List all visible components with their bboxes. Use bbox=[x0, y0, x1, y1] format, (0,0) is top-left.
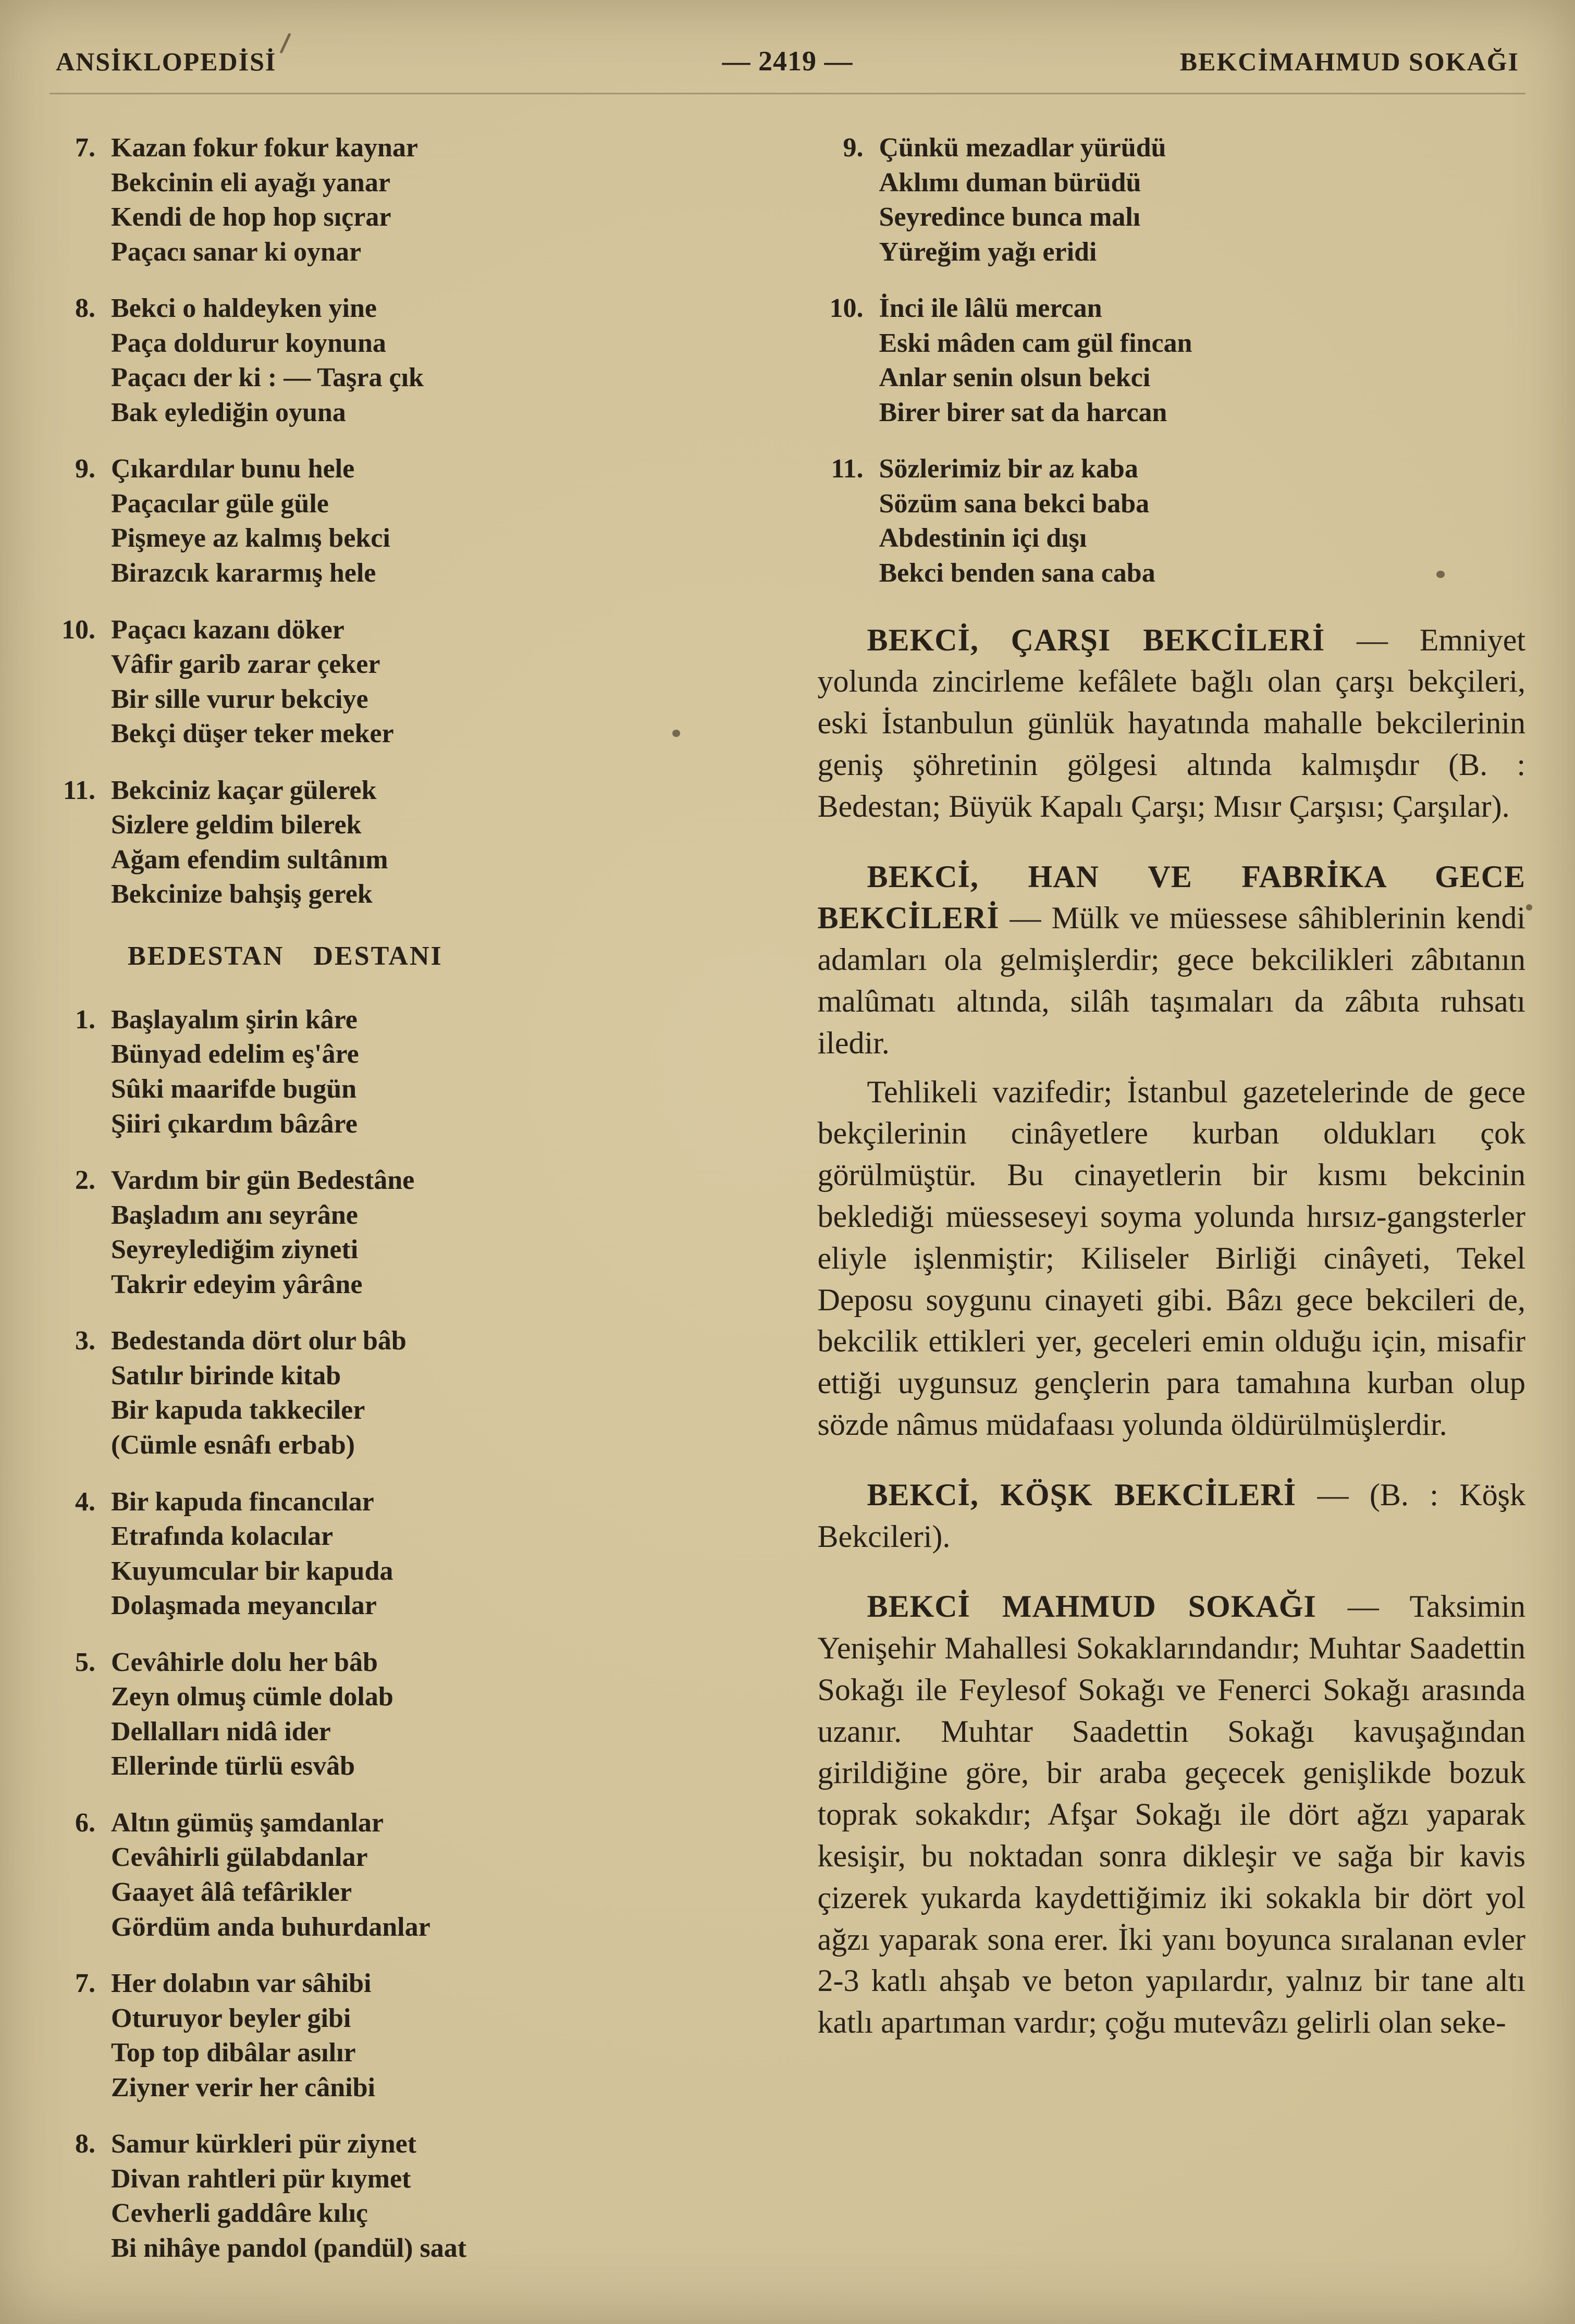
encyclopedia-article bbox=[818, 620, 1526, 828]
poem-stanza-group-right bbox=[818, 131, 1526, 591]
article-lead-text: — (B. : Köşk Bekcileri). bbox=[817, 1477, 1526, 1554]
poem-line: Bünyad edelim eş'âre bbox=[111, 1039, 359, 1069]
poem-line: İnci ile lâlü mercan bbox=[879, 293, 1102, 324]
poem-line: Paçacı kazanı döker bbox=[111, 614, 344, 645]
poem-line: Bekcinin eli ayağı yanar bbox=[111, 167, 390, 198]
article-heading: BEKCİ, HAN VE FABRİKA GECE BEKCİLERİ bbox=[817, 859, 1525, 936]
poem-line: Seyreylediğim ziyneti bbox=[111, 1235, 359, 1265]
stanza-number: 10. bbox=[61, 614, 95, 645]
poem-stanza bbox=[50, 1485, 758, 1624]
poem-line: Dolaşmada meyancılar bbox=[111, 1591, 377, 1621]
article-lead-paragraph bbox=[818, 1586, 1526, 2044]
stanza-number: 4. bbox=[75, 1486, 95, 1517]
poem-line: Birer birer sat da harcan bbox=[879, 397, 1167, 427]
poem-line: Birazcık kararmış hele bbox=[111, 558, 376, 588]
stanza-lines bbox=[111, 1645, 758, 1784]
stanza-lines bbox=[111, 1163, 758, 1302]
header-page-number: — 2419 — bbox=[722, 45, 853, 77]
poem-stanza bbox=[818, 452, 1526, 591]
stanza-number: 7. bbox=[75, 133, 95, 163]
encyclopedia-articles bbox=[818, 620, 1526, 2044]
article-lead-paragraph bbox=[818, 620, 1526, 828]
stanza-number: 8. bbox=[75, 2129, 95, 2159]
stanza-lines bbox=[111, 1485, 758, 1624]
poem-line: Cevâhirli gülabdanlar bbox=[111, 1842, 368, 1873]
poem-line: Çıkardılar bunu hele bbox=[111, 454, 355, 484]
article-lead-text: — Taksimin Yenişehir Mahallesi Sokaklarındandır; Muhtar Saadettin Sokağı ile Feylesof Sokağı ve Fenerci Sokağı arasında uzanır. Muhtar Saadettin Sokağı kavuşağından girildiğine göre, bir araba geçecek genişlikde bozuk toprak sokakdır; Afşar Sokağı ile dört ağzı yaparak kesişir, bu noktadan sonra dikleşir ve sağa bir kavis çizerek yukarda kaydettiğimiz iki sokakla bir dört yol ağzı yaparak sona erer. İki yanı boyunca sıralanan evler 2-3 katlı ahşab ve beton yapılardır, yalnız bir tane altı katlı apartıman vardır; çoğu mutevâzı gelirli olan seke- bbox=[817, 1589, 1525, 2040]
poem-line: Ellerinde türlü esvâb bbox=[111, 1751, 355, 1781]
poem-line: Ziyner verir her cânibi bbox=[111, 2072, 375, 2102]
poem-line: Seyredince bunca malı bbox=[879, 202, 1141, 232]
right-column bbox=[818, 131, 1526, 2288]
poem-line: Her dolabın var sâhibi bbox=[111, 1969, 372, 1999]
poem-line: Satılır birinde kitab bbox=[111, 1360, 341, 1391]
article-lead-text: — Mülk ve müessese sâhiblerinin kendi adamları ola gelmişlerdir; gece bekcilikleri zâbıtanın malûmatı altında, silâh taşımaları da zâbıta ruhsatı iledir. bbox=[817, 901, 1526, 1060]
poem-line: Bir kapuda takkeciler bbox=[111, 1395, 365, 1425]
poem-line: Aklımı duman bürüdü bbox=[879, 167, 1141, 198]
header-book-title: ANSİKLOPEDİSİ bbox=[56, 47, 277, 76]
stanza-number: 2. bbox=[75, 1165, 95, 1196]
poem-line: Bak eylediğin oyuna bbox=[111, 397, 346, 427]
poem-stanza bbox=[50, 1003, 758, 1141]
poem-line: Anlar senin olsun bekci bbox=[879, 363, 1151, 393]
poem-stanza bbox=[50, 2127, 758, 2266]
section-heading-bedestan-destani: BEDESTAN DESTANI bbox=[128, 941, 443, 971]
encyclopedia-article bbox=[818, 1474, 1526, 1558]
left-column bbox=[50, 131, 758, 2288]
stanza-lines bbox=[111, 2127, 758, 2266]
poem-line: Bekçi düşer teker meker bbox=[111, 719, 394, 749]
article-lead-paragraph bbox=[818, 856, 1526, 1064]
poem-line: Yüreğim yağı eridi bbox=[879, 237, 1097, 267]
stanza-lines bbox=[111, 1966, 758, 2105]
poem-stanza bbox=[50, 1163, 758, 1302]
poem-line: Cevherli gaddâre kılıç bbox=[111, 2198, 368, 2229]
poem-line: Pişmeye az kalmış bekci bbox=[111, 523, 390, 554]
poem-line: Bekcinize bahşiş gerek bbox=[111, 879, 373, 909]
poem-line: Eski mâden cam gül fincan bbox=[879, 328, 1192, 358]
poem-line: Çünkü mezadlar yürüdü bbox=[879, 133, 1166, 163]
poem-line: Şiiri çıkardım bâzâre bbox=[111, 1109, 358, 1139]
stanza-number: 8. bbox=[75, 293, 95, 324]
poem-line: Sûki maarifde bugün bbox=[111, 1074, 357, 1104]
poem-line: Gördüm anda buhurdanlar bbox=[111, 1912, 430, 1942]
stanza-lines bbox=[111, 452, 758, 591]
poem-stanza bbox=[50, 613, 758, 752]
poem-line: Etrafında kolacılar bbox=[111, 1521, 334, 1552]
poem-line: Başlayalım şirin kâre bbox=[111, 1004, 358, 1035]
encyclopedia-article bbox=[818, 1586, 1526, 2044]
poem-line: Ağam efendim sultânım bbox=[111, 844, 388, 875]
stanza-number: 9. bbox=[843, 133, 864, 163]
article-lead-text: — Emniyet yolunda zincirleme kefâlete bağlı olan çarşı bekçileri, eski İstanbulun günlük hayatında mahalle bekcilerinin geniş şöhretinin gölgesi altında kalmışdır (B. : Bedestan; Büyük Kapalı Çarşı; Mısır Çarşısı; Çarşılar). bbox=[817, 622, 1525, 823]
poem-stanza bbox=[50, 1645, 758, 1784]
stanza-number: 11. bbox=[63, 775, 95, 805]
poem-line: Abdestinin içi dışı bbox=[879, 523, 1087, 554]
poem-line: Kuyumcular bir kapuda bbox=[111, 1556, 393, 1586]
stanza-lines bbox=[879, 291, 1526, 430]
poem-line: Bekci o haldeyken yine bbox=[111, 293, 377, 324]
article-heading: BEKCİ, ÇARŞI BEKCİLERİ bbox=[867, 622, 1325, 657]
poem-line: Top top dibâlar asılır bbox=[111, 2038, 356, 2068]
poem-stanza bbox=[50, 452, 758, 591]
poem-stanza bbox=[50, 131, 758, 269]
poem-line: Sizlere geldim bilerek bbox=[111, 810, 362, 840]
poem-line: Zeyn olmuş cümle dolab bbox=[111, 1682, 393, 1712]
poem-stanza bbox=[50, 1806, 758, 1945]
poem-line: Sözlerimiz bir az kaba bbox=[879, 454, 1138, 484]
poem-line: Takrir edeyim yârâne bbox=[111, 1269, 363, 1299]
stanza-number: 11. bbox=[831, 454, 864, 484]
poem-stanza bbox=[50, 773, 758, 912]
stanza-lines bbox=[111, 291, 758, 430]
page-header bbox=[50, 42, 1525, 94]
stanza-number: 7. bbox=[75, 1969, 95, 1999]
poem-stanza-group-top bbox=[50, 131, 758, 912]
header-article-title: BEKCİMAHMUD SOKAĞI bbox=[1179, 47, 1519, 76]
stanza-number: 5. bbox=[75, 1647, 95, 1677]
stanza-lines bbox=[111, 1324, 758, 1462]
stanza-number: 1. bbox=[75, 1004, 95, 1035]
stanza-number: 6. bbox=[75, 1807, 95, 1838]
poem-line: Dellalları nidâ ider bbox=[111, 1716, 331, 1747]
stanza-number: 10. bbox=[829, 293, 864, 324]
poem-stanza bbox=[818, 131, 1526, 269]
poem-line: Kendi de hop hop sıçrar bbox=[111, 202, 391, 232]
poem-line: Sözüm sana bekci baba bbox=[879, 488, 1150, 519]
poem-stanza bbox=[50, 1324, 758, 1462]
poem-line: Paçacılar güle güle bbox=[111, 488, 329, 519]
poem-line: Bedestanda dört olur bâb bbox=[111, 1326, 407, 1356]
poem-line: Bir kapuda fincancılar bbox=[111, 1486, 374, 1517]
poem-stanza-group-bedestan bbox=[50, 1003, 758, 2266]
poem-stanza bbox=[50, 291, 758, 430]
stanza-lines bbox=[111, 1003, 758, 1141]
poem-line: Bi nihâye pandol (pandül) saat bbox=[111, 2233, 467, 2263]
poem-line: Başladım anı seyrâne bbox=[111, 1200, 358, 1230]
stanza-lines bbox=[111, 131, 758, 269]
poem-line: Altın gümüş şamdanlar bbox=[111, 1807, 384, 1838]
poem-line: Vâfir garib zarar çeker bbox=[111, 649, 380, 680]
poem-line: Vardım bir gün Bedestâne bbox=[111, 1165, 415, 1196]
article-heading: BEKCİ MAHMUD SOKAĞI bbox=[867, 1589, 1316, 1624]
poem-line: Kazan fokur fokur kaynar bbox=[111, 133, 418, 163]
poem-line: Paçacı sanar ki oynar bbox=[111, 237, 362, 267]
stanza-lines bbox=[879, 452, 1526, 591]
article-lead-paragraph bbox=[818, 1474, 1526, 1558]
article-heading: BEKCİ, KÖŞK BEKCİLERİ bbox=[867, 1477, 1297, 1512]
encyclopedia-article bbox=[818, 856, 1526, 1446]
stanza-number: 9. bbox=[75, 454, 95, 484]
poem-line: Cevâhirle dolu her bâb bbox=[111, 1647, 378, 1677]
poem-line: Divan rahtleri pür kıymet bbox=[111, 2163, 411, 2194]
scan-speck bbox=[672, 730, 680, 737]
stanza-lines bbox=[879, 131, 1526, 269]
poem-line: Bir sille vurur bekciye bbox=[111, 684, 368, 714]
poem-line: Paça doldurur koynuna bbox=[111, 328, 386, 358]
stanza-lines bbox=[111, 1806, 758, 1945]
poem-stanza bbox=[818, 291, 1526, 430]
two-column-layout bbox=[50, 131, 1525, 2288]
scan-speck bbox=[1436, 571, 1445, 578]
poem-line: (Cümle esnâfı erbab) bbox=[111, 1430, 355, 1460]
stanza-lines bbox=[111, 613, 758, 752]
poem-line: Gaayet âlâ tefârikler bbox=[111, 1877, 352, 1907]
poem-line: Paçacı der ki : — Taşra çık bbox=[111, 363, 424, 393]
stanza-lines bbox=[111, 773, 758, 912]
poem-line: Oturuyor beyler gibi bbox=[111, 2003, 351, 2033]
scan-speck bbox=[1526, 904, 1532, 911]
poem-line: Bekci benden sana caba bbox=[879, 558, 1155, 588]
poem-stanza bbox=[50, 1966, 758, 2105]
stanza-number: 3. bbox=[75, 1326, 95, 1356]
poem-line: Samur kürkleri pür ziynet bbox=[111, 2129, 417, 2159]
article-paragraph: Tehlikeli vazifedir; İstanbul gazetelerinde de gece bekçilerinin cinâyetlere kurban oldukları çok görülmüştür. Bu cinayetlerin bir kısmı bekcinin beklediği müesseseyi soyma yolunda hırsız-gangsterler eliyle işlenmiştir; Kiliseler Birliği cinâyeti, Tekel Deposu soygunu cinayeti gibi. Bâzı gece bekcileri de, bekcilik ettikleri yer, geceleri emin olduğu için, misafir ettiği uygunsuz gençlerin para tamahına kurban olup sözde nâmus müdafaası yolunda öldürülmüşlerdir. bbox=[817, 1074, 1525, 1442]
poem-line: Bekciniz kaçar gülerek bbox=[111, 775, 377, 805]
